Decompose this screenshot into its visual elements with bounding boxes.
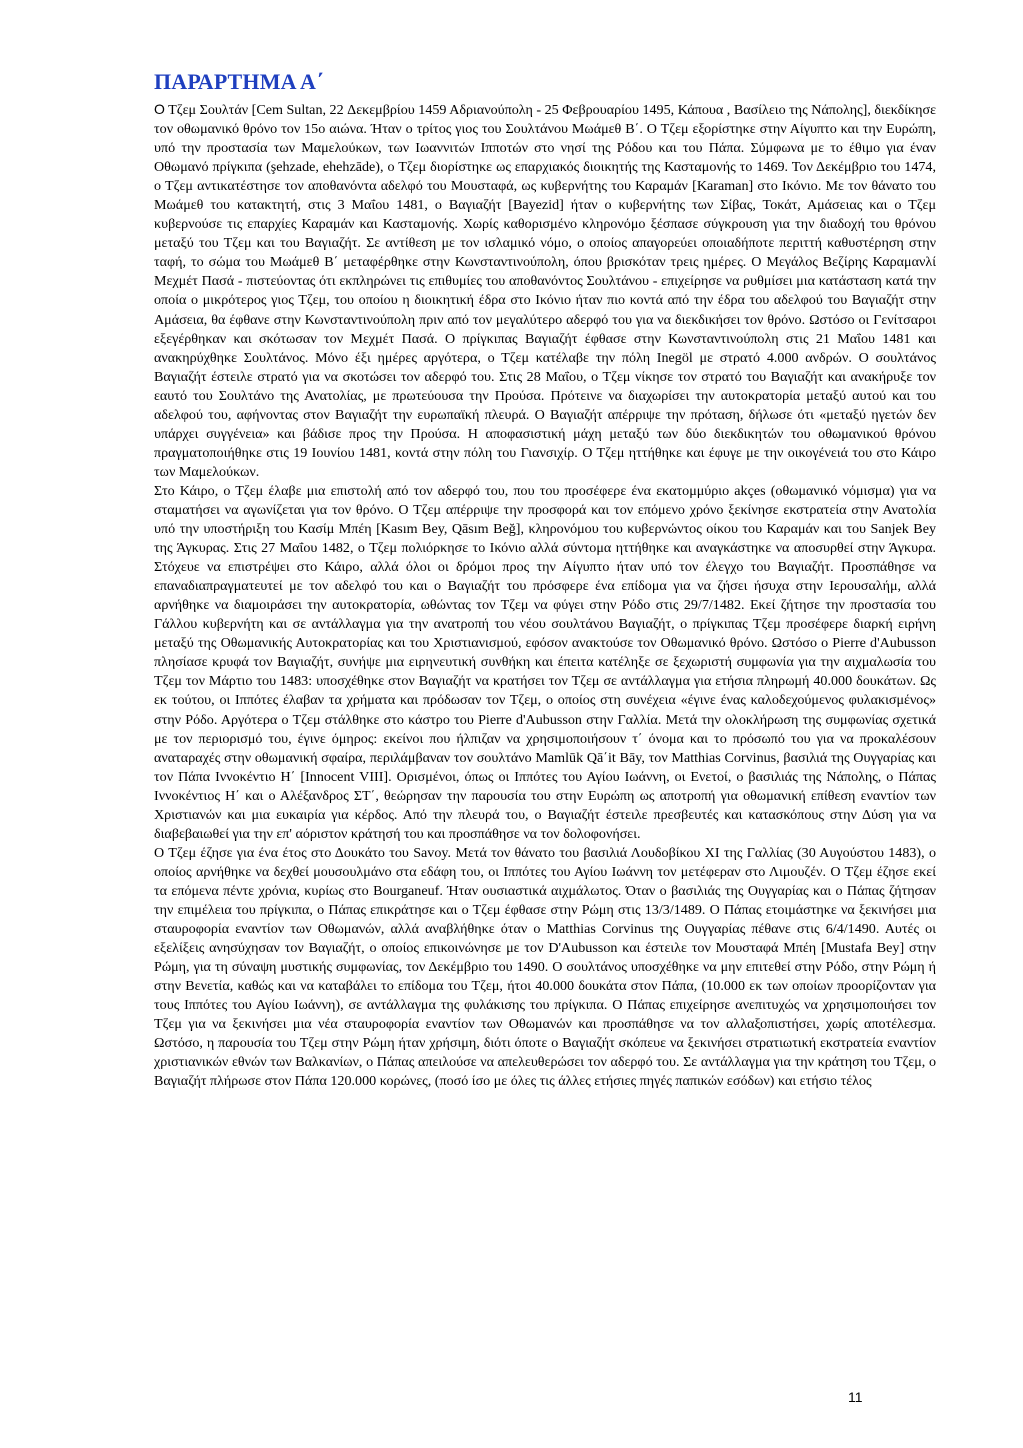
lead-letter: Ο <box>154 101 165 117</box>
page-number: 11 <box>848 1389 863 1405</box>
paragraph-1 <box>154 100 936 482</box>
body-text <box>154 100 936 1091</box>
paragraph-1-text: Τζεμ Σουλτάν [Cem Sultan, 22 Δεκεμβρίου 1459 Αδριανούπολη - 25 Φεβρουαρίου 1495, Κάπουα , Βασίλειο της Νάπολης], διεκδίκησε τον οθωμανικό θρόνο τον 15ο αιώνα. Ήταν ο τρίτος γιος του Σουλτάνου Μωάμεθ Β΄. Ο Τζεμ εξορίστηκε στην Αίγυπτο και την Ευρώπη, υπό την προστασία των Μαμελούκων, των Ιωαννιτών Ιπποτών στο νησί της Ρόδου και του Πάπα. Σύμφωνα με το έθιμο για έναν Οθωμανό πρίγκιπα (şehzade, ehehzāde), ο Τζεμ διορίστηκε ως επαρχιακός διοικητής της Κασταμονής το 1469. Τον Δεκέμβριο του 1474, ο Τζεμ αντικατέστησε τον αποθανόντα αδελφό του Μουσταφά, ως κυβερνήτης του Καραμάν [Karaman] στο Ικόνιο. Με τον θάνατο του Μωάμεθ του κατακτητή, στις 3 Μαΐου 1481, ο Βαγιαζήτ [Bayezid] ήταν ο κυβερνήτης των Σίβας, Τοκάτ, Αμάσειας και ο Τζεμ κυβερνούσε τις επαρχίες Καραμάν και Κασταμονής. Χωρίς καθορισμένο κληρονόμο ξέσπασε σύγκρουση για την διαδοχή του θρόνου μεταξύ του Τζεμ και του Βαγιαζήτ. Σε αντίθεση με τον ισλαμικό νόμο, ο οποίος απαγορεύει οποιαδήποτε περιττή καθυστέρηση στην ταφή, το σώμα του Μωάμεθ Β΄ μεταφέρθηκε στην Κωνσταντινούπολη, όπου βρισκόταν τρεις ημέρες. Ο Μεγάλος Βεζίρης Καραμανλί Μεχμέτ Πασά - πιστεύοντας ότι εκπληρώνει τις επιθυμίες του αποθανόντος Σουλτάνου - επιχείρησε να ρυθμίσει μια κατάσταση κατά την οποία ο μικρότερος γιος Τζεμ, του οποίου η διοικητική έδρα στο Ικόνιο ήταν πιο κοντά από την έδρα του αδελφού του Βαγιαζήτ στην Αμάσεια, θα έφθανε στην Κωνσταντινούπολη πριν από τον μεγαλύτερο αδερφό του για να διεκδικήσει τον θρόνο. Ωστόσο οι Γενίτσαροι εξεγέρθηκαν και σκότωσαν τον Μεχμέτ Πασά. Ο πρίγκιπας Βαγιαζήτ έφθασε στην Κωνσταντινούπολη στις 21 Μαΐου 1481 και ανακηρύχθηκε Σουλτάνος. Μόνο έξι ημέρες αργότερα, ο Τζεμ κατέλαβε την πόλη Inegöl με στρατό 4.000 ανδρών. Ο σουλτάνος Βαγιαζήτ έστειλε στρατό για να σκοτώσει τον αδερφό του. Στις 28 Μαΐου, ο Τζεμ νίκησε τον στρατό του Βαγιαζήτ και ανακήρυξε τον εαυτό του Σουλτάνο της Ανατολίας, με πρωτεύουσα την Προύσα. Πρότεινε να διαχωρίσει την αυτοκρατορία μεταξύ αυτού και του αδελφού του, αφήνοντας στον Βαγιαζήτ την ευρωπαϊκή πλευρά. Ο Βαγιαζήτ απέρριψε την πρόταση, δήλωσε ότι «μεταξύ ηγετών δεν υπάρχει συγγένεια» και βάδισε προς την Προύσα. Η αποφασιστική μάχη μεταξύ των δύο διεκδικητών του οθωμανικού θρόνου πραγματοποιήθηκε στις 19 Ιουνίου 1481, κοντά στην πόλη του Γιανσιχίρ. Ο Τζεμ ηττήθηκε και έφυγε με την οικογένειά του στο Κάιρο των Μαμελούκων. <box>154 102 936 480</box>
appendix-title: ΠΑΡΑΡΤΗΜΑ Α΄ <box>154 69 324 94</box>
paragraph-2: Στο Κάιρο, ο Τζεμ έλαβε μια επιστολή από τον αδερφό του, που του προσέφερε ένα εκατομμύριο akçes (οθωμανικό νόμισμα) για να σταματήσει να αγωνίζεται για τον θρόνο. Ο Τζεμ απέρριψε την προσφορά και τον επόμενο χρόνο ξεκίνησε εκστρατεία στην Ανατολία υπό την υποστήριξη του Κασίμ Μπέη [Kasım Bey, Qāsım Beğ], κληρονόμου του κυβερνώντος οίκου του Καραμάν και του Sanjek Bey της Άγκυρας. Στις 27 Μαΐου 1482, ο Τζεμ πολιόρκησε το Ικόνιο αλλά σύντομα ηττήθηκε και αναγκάστηκε να αποσυρθεί στην Άγκυρα. Στόχευε να επιστρέψει στο Κάιρο, αλλά όλοι οι δρόμοι προς την Αίγυπτο ήταν υπό τον έλεγχο του Βαγιαζήτ. Προσπάθησε να επαναδιαπραγματευτεί με τον αδελφό του και ο Βαγιαζήτ του πρόσφερε ένα επίδομα για να ζήσει ήσυχα στην Ιερουσαλήμ, αλλά αρνήθηκε να διαμοιράσει την αυτοκρατορία, ωθώντας τον Τζεμ να φύγει στην Ρόδο στις 29/7/1482. Εκεί ζήτησε την προστασία του Γάλλου κυβερνήτη και σε αντάλλαγμα για την ανατροπή του νέου σουλτάνου Βαγιαζήτ, ο πρίγκιπας Τζεμ προσέφερε διαρκή ειρήνη μεταξύ της Οθωμανικής Αυτοκρατορίας και του Χριστιανισμού, εφόσον ανακτούσε τον Οθωμανικό θρόνο. Ωστόσο ο Pierre d'Aubusson πλησίασε κρυφά τον Βαγιαζήτ, συνήψε μια ειρηνευτική συνθήκη και έπειτα κατέληξε σε ξεχωριστή συμφωνία για την αιχμαλωσία του Τζεμ τον Μάρτιο του 1483: υποσχέθηκε στον Βαγιαζήτ να κρατήσει τον Τζεμ σε αντάλλαγμα για ετήσια πληρωμή 40.000 δουκάτων. Ως εκ τούτου, οι Ιππότες έλαβαν τα χρήματα και πρόδωσαν τον Τζεμ, ο οποίος στη συνέχεια «έγινε ένας καλοδεχούμενος φυλακισμένος» στην Ρόδο. Αργότερα ο Τζεμ στάλθηκε στο κάστρο του Pierre d'Aubusson στην Γαλλία. Μετά την ολοκλήρωση της συμφωνίας σχετικά με τον περιορισμό του, έγινε όμηρος: εκείνοι που ήλπιζαν να χρησιμοποιήσουν τ΄ όνομα και το πρόσωπό του για να προκαλέσουν αναταραχές στην οθωμανική σφαίρα, περιλάμβαναν τον σουλτάνο Mamlūk Qā΄it Bāy, τον Matthias Corvinus, βασιλιά της Ουγγαρίας και τον Πάπα Ιννοκέντιο Η΄ [Innocent VIII]. Ορισμένοι, όπως οι Ιππότες του Αγίου Ιωάννη, οι Ενετοί, ο βασιλιάς της Νάπολης, ο Πάπας Ιννοκέντιος Η΄ και ο Αλέξανδρος ΣΤ΄, θεώρησαν την παρουσία του στην Ευρώπη ως αποτροπή για οθωμανική επίθεση εναντίον των Χριστιανών και μια ευκαιρία για κέρδος. Από την πλευρά του, ο Βαγιαζήτ έστειλε πρεσβευτές και κατασκόπους στην Δύση για να διαβεβαιωθεί για την επ' αόριστον κράτησή του και προσπάθησε να τον δολοφονήσει. <box>154 482 936 842</box>
paragraph-3: Ο Τζεμ έζησε για ένα έτος στο Δουκάτο του Savoy. Μετά τον θάνατο του βασιλιά Λουδοβίκου XI της Γαλλίας (30 Αυγούστου 1483), ο οποίος αρνήθηκε να δεχθεί μουσουλμάνο στα εδάφη του, οι Ιππότες του Αγίου Ιωάννη τον μετέφεραν στο Λιμουζέν. Ο Τζεμ έζησε εκεί τα επόμενα πέντε χρόνια, κυρίως στο Bourganeuf. Ήταν ουσιαστικά αιχμάλωτος. Όταν ο βασιλιάς της Ουγγαρίας και ο Πάπας ζήτησαν την επιμέλεια του πρίγκιπα, ο Πάπας επικράτησε και ο Τζεμ έφθασε στην Ρώμη στις 13/3/1489. Ο Πάπας ετοιμάστηκε να ξεκινήσει μια σταυροφορία εναντίον των Οθωμανών, αλλά αναβλήθηκε όταν ο Matthias Corvinus της Ουγγαρίας πέθανε στις 6/4/1490. Αυτές οι εξελίξεις ανησύχησαν τον Βαγιαζήτ, ο οποίος επικοινώνησε με τον D'Aubusson και έστειλε τον Μουσταφά Μπέη [Mustafa Bey] στην Ρώμη, για τη σύναψη μυστικής συμφωνίας, τον Δεκέμβριο του 1490. Ο σουλτάνος υποσχέθηκε να μην επιτεθεί στην Ρόδο, στην Ρώμη ή στην Βενετία, καθώς και να καταβάλει το επίδομα του Τζεμ, ήτοι 40.000 δουκάτα στον Πάπα, (10.000 εκ των οποίων προορίζονταν για τους Ιππότες του Αγίου Ιωάννη), σε αντάλλαγμα της φυλάκισης του πρίγκιπα. Ο Πάπας επιχείρησε ανεπιτυχώς να χρησιμοποιήσει τον Τζεμ για να ξεκινήσει μια νέα σταυροφορία εναντίον των Οθωμανών και προσπάθησε να τον αλλαξοπιστήσει, χωρίς αποτέλεσμα. Ωστόσο, η παρουσία του Τζεμ στην Ρώμη ήταν χρήσιμη, διότι όποτε ο Βαγιαζήτ σκόπευε να ξεκινήσει στρατιωτική εκστρατεία εναντίον χριστιανικών εθνών των Βαλκανίων, ο Πάπας απειλούσε να απελευθερώσει τον αδερφό του. Σε αντάλλαγμα για την κράτηση του Τζεμ, ο Βαγιαζήτ πλήρωσε στον Πάπα 120.000 κορώνες, (ποσό ίσο με όλες τις άλλες ετήσιες πηγές παπικών εσόδων) και ετήσιο τέλος <box>154 844 936 1090</box>
